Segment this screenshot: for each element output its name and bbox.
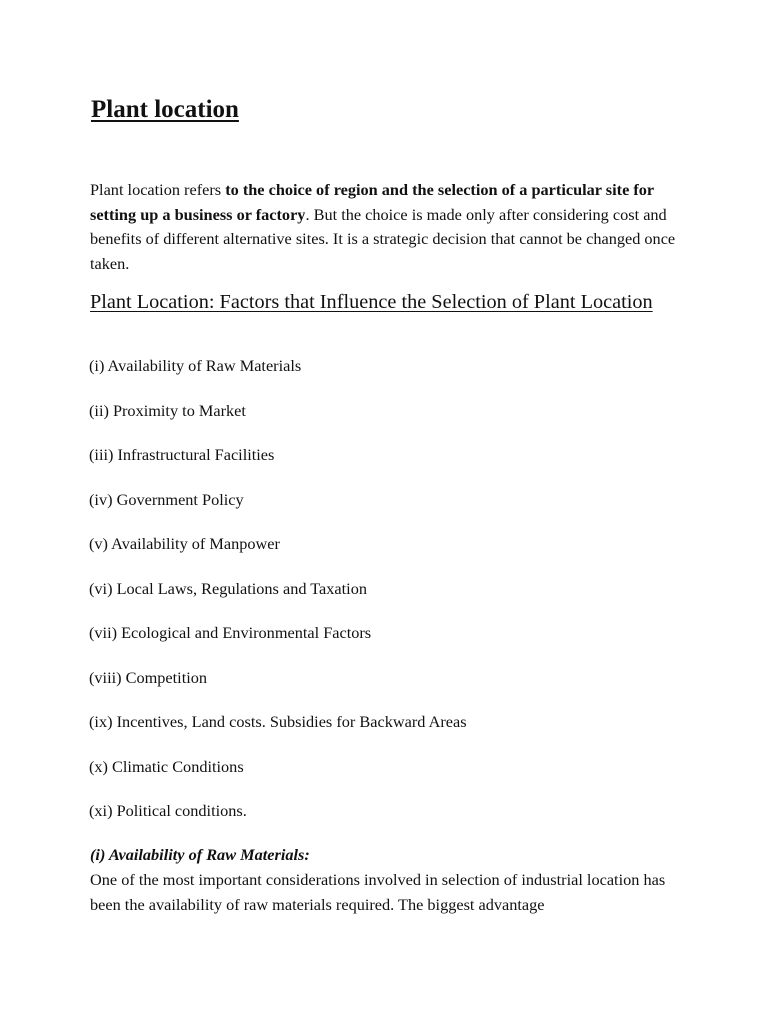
factors-subheading: Plant Location: Factors that Influence the Selection of Plant Location [90,291,653,313]
factor-item: (i) Availability of Raw Materials [89,356,302,375]
factor-item: (x) Climatic Conditions [89,756,244,776]
intro-rest: . But the choice is made only after considering cost and benefits of different alternative sites. It is a strategic decision that cannot be changed once taken. [90,204,676,273]
factors-list [89,354,467,844]
factor-item: (vi) Local Laws, Regulations and Taxation [89,578,367,598]
page-title: Plant location [91,96,239,123]
intro-emphasis: to the choice of region and the selection of a particular site for setting up a business or factory [90,180,654,224]
factor-item: (ii) Proximity to Market [89,400,246,420]
factor-item: (v) Availability of Manpower [89,534,280,553]
factor-item: (vii) Ecological and Environmental Factors [89,623,372,642]
intro-paragraph [90,178,690,276]
factor-item: (viii) Competition [89,667,208,687]
intro-lead: Plant location refers [90,180,226,199]
factor-item: (iv) Government Policy [89,489,244,509]
factor-item: (xi) Political conditions. [89,801,247,820]
factor-item: (iii) Infrastructural Facilities [89,445,275,464]
section-body: One of the most important considerations involved in selection of industrial location has been the availability of raw materials required. The biggest advantage [90,870,666,914]
factor-item: (ix) Incentives, Land costs. Subsidies for Backward Areas [89,712,467,731]
section-heading: (i) Availability of Raw Materials: [90,845,310,864]
